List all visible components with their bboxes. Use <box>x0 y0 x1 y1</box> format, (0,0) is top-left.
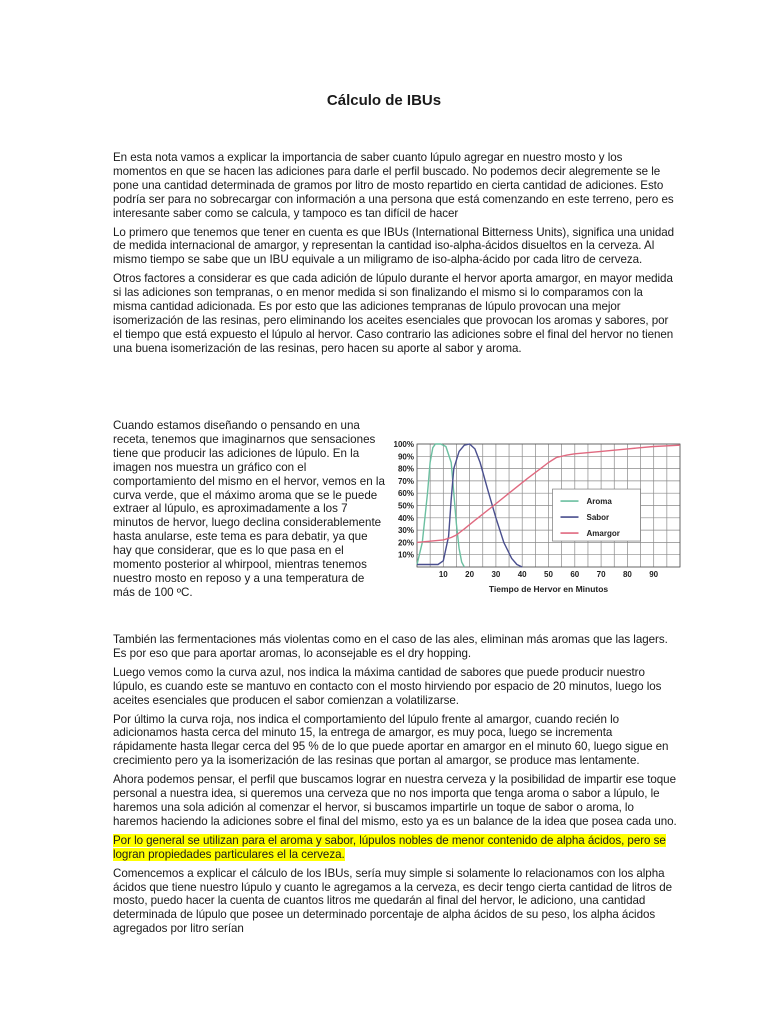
document-title: Cálculo de IBUs <box>326 92 442 109</box>
x-tick-label: 20 <box>465 570 475 579</box>
text-column-top <box>113 151 677 361</box>
paragraph <box>113 834 677 862</box>
x-tick-label: 10 <box>438 570 448 579</box>
x-tick-label: 60 <box>570 570 580 579</box>
y-tick-label: 40% <box>397 513 414 523</box>
legend-label: Aroma <box>586 497 612 507</box>
hop-utilization-chart <box>387 436 687 611</box>
text-column-bottom <box>113 633 677 941</box>
highlighted-text: Por lo general se utilizan para el aroma y sabor, lúpulos nobles de menor contenido de alpha ácidos, pero se logran propiedades particulares el la cerveza. <box>113 833 666 861</box>
x-tick-label: 90 <box>649 570 659 579</box>
x-tick-label: 80 <box>622 570 632 579</box>
y-tick-label: 60% <box>397 489 414 499</box>
y-tick-label: 80% <box>397 464 414 474</box>
paragraph: Por último la curva roja, nos indica el comportamiento del lúpulo frente al amargor, cuando recién lo adicionamos hasta cerca del minuto 15, la entrega de amargor, es muy poca, luego se incrementa rápidamente hasta llegar cerca del 95 % de lo que puede aportar en amargor en el minuto 60, luego sigue en crecimiento pero ya la isomerización de las resinas que portan al amargor, se produce mas lentamente. <box>113 712 669 768</box>
paragraph: Luego vemos como la curva azul, nos indica la máxima cantidad de sabores que puede producir nuestro lúpulo, es cuando este se mantuvo en contacto con el mosto hirviendo por espacio de 20 minutos, luego los aceites esenciales que producen el sabor comienzan a volatilizarse. <box>113 665 662 707</box>
y-tick-label: 50% <box>397 501 414 511</box>
x-tick-label: 40 <box>517 570 527 579</box>
x-tick-label: 50 <box>544 570 553 579</box>
x-axis-label: Tiempo de Hervor en Minutos <box>488 584 609 594</box>
y-tick-label: 20% <box>397 538 414 548</box>
paragraph: Ahora podemos pensar, el perfil que buscamos lograr en nuestra cerveza y la posibilidad de impartir ese toque personal a nuestra idea, si queremos una cerveza que no nos importa que tenga aroma o sabor a lúpulo, le haremos una sola adición al comenzar el hervor, si buscamos impartirle un toque de sabor o aroma, lo haremos haciendo la adiciones sobre el final del mismo, esto ya es un balance de la idea que posea cada uno. <box>113 773 677 828</box>
y-tick-label: 30% <box>397 526 414 536</box>
x-tick-label: 70 <box>596 570 606 579</box>
paragraph: Cuando estamos diseñando o pensando en una receta, tenemos que imaginarnos que sensaciones tiene que producir las adiciones de lúpulo. En la imagen nos muestra un gráfico con el comportamiento del mismo en el hervor, vemos en la curva verde, que el máximo aroma que se le puede extraer al lúpulo, es aproximadamente a los 7 minutos de hervor, luego declina considerablemente hasta anularse, este tema es para debatir, ya que hay que considerar, que es lo que pasa en el momento posterior al whirpool, mientras tenemos nuestro mosto en reposo y a una temperatura de más de 100 ºC. <box>113 419 385 599</box>
y-tick-label: 70% <box>397 476 414 486</box>
text-beside-chart <box>113 419 388 600</box>
legend-label: Sabor <box>586 513 610 523</box>
x-tick-label: 30 <box>491 570 501 579</box>
y-tick-label: 10% <box>397 550 414 560</box>
y-tick-label: 100% <box>393 440 414 449</box>
y-tick-label: 90% <box>397 452 414 462</box>
paragraph: También las fermentaciones más violentas como en el caso de las ales, eliminan más aromas que las lagers. Es por eso que para aportar aromas, lo aconsejable es el dry hopping. <box>113 633 668 660</box>
paragraph: Comencemos a explicar el cálculo de los IBUs, sería muy simple si solamente lo relacionamos con los alpha ácidos que tiene nuestro lúpulo y cuanto le agregamos a la cerveza, es decir tengo cierta cantidad de litros de mosto, puedo hacer la cuenta de cuantos litros me quedarán al final del hervor, le adiciono, una cantidad determinada de lúpulo que posee un determinado porcentaje de alpha ácidos de su peso, los alpha ácidos agregados por litro serían <box>113 866 673 936</box>
legend-label: Amargor <box>586 529 620 539</box>
paragraph: Otros factores a considerar es que cada adición de lúpulo durante el hervor aporta amargor, en mayor medida si las adiciones son tempranas, o en menor medida si son finalizando el mismo si lo comparamos con la misma cantidad adicionada. Es por esto que las adiciones tempranas de lúpulo provocan una mejor isomerización de las resinas, pero eliminando los aceites esenciales que provocan los aromas y sabores, por el tiempo que está expuesto el lúpulo al hervor. Caso contrario las adiciones sobre el final del hervor no tienen una buena isomerización de las resinas, pero hacen su aporte al sabor y aroma. <box>113 272 674 355</box>
paragraph: Lo primero que tenemos que tener en cuenta es que IBUs (International Bitterness Units), significa una unidad de medida internacional de amargor, y representan la cantidad iso-alpha-ácidos disueltos en la cerveza. Al mismo tiempo se sabe que un IBU equivale a un miligramo de iso-alpha-ácido por cada litro de cerveza. <box>113 225 675 267</box>
paragraph: En esta nota vamos a explicar la importancia de saber cuanto lúpulo agregar en nuestro mosto y los momentos en que se hacen las adiciones para darle el perfil buscado. No podemos decir alegremente se le pone una cantidad determinada de gramos por litro de mosto repartido en cierta cantidad de adiciones. Esto podría ser para no sobrecargar con información a una persona que está comenzando en este terreno, pero es interesante saber como se calcula, y tampoco es tan difícil de hacer <box>113 151 674 220</box>
